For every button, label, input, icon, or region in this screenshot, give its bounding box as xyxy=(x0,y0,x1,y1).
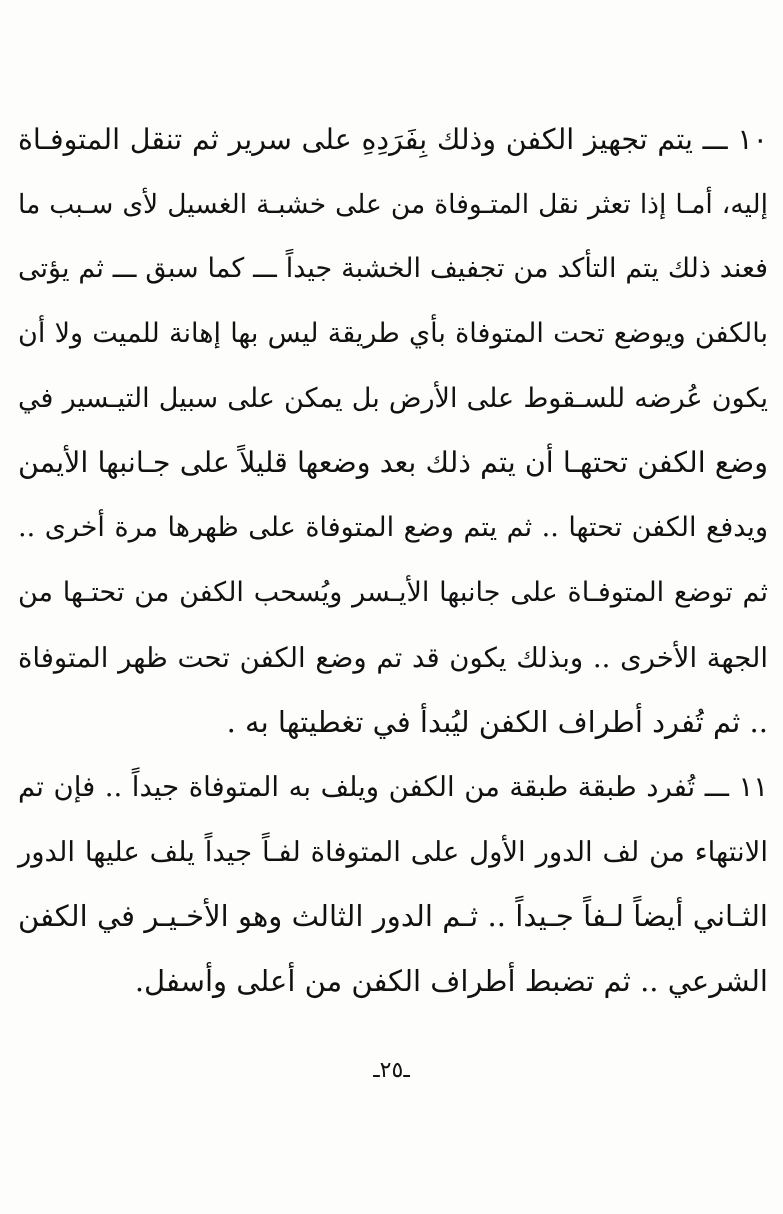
text-line: إليه، أمـا إذا تعثر نقل المتـوفاة من على خشبـة الغسيل لأى سـبب ما xyxy=(18,188,768,220)
page-number: ـ٢٥ـ xyxy=(373,1058,410,1083)
text-line: .. ثم تُفرد أطراف الكفن ليُبدأ في تغطيتها به . xyxy=(226,705,768,740)
text-line: فعند ذلك يتم التأكد من تجفيف الخشبة جيداً ـــ كما سبق ـــ ثم يؤتى xyxy=(18,253,768,285)
paragraph-11 xyxy=(18,755,768,1014)
text-line: بالكفن ويوضع تحت المتوفاة بأي طريقة ليس بها إهانة للميت ولا أن xyxy=(18,318,768,350)
text-line: ثم توضع المتوفـاة على جانبها الأيـسر ويُسحب الكفن من تحتـها من xyxy=(18,576,768,608)
text-line: الجهة الأخرى .. وبذلك يكون قد تم وضع الكفن تحت ظهر المتوفاة xyxy=(18,641,768,674)
text-line: وضع الكفن تحتهـا أن يتم ذلك بعد وضعها قليلاً على جـانبها الأيمن xyxy=(18,446,768,480)
text-line: ويدفع الكفن تحتها .. ثم يتم وضع المتوفاة على ظهرها مرة أخرى .. xyxy=(18,512,768,544)
text-line: الانتهاء من لف الدور الأول على المتوفاة لفـاً جيداً يلف عليها الدور xyxy=(18,835,768,868)
text-line: الثـاني أيضاً لـفاً جـيداً .. ثـم الدور الثالث وهو الأخـيـر في الكفن xyxy=(18,899,768,934)
text-line: ١١ ـــ تُفرد طبقة طبقة من الكفن ويلف به المتوفاة جيداً .. فإن تم xyxy=(18,770,768,803)
text-line: ١٠ ـــ يتم تجهيز الكفن وذلك بِفَرَدِهِ على سرير ثم تنقل المتوفـاة xyxy=(18,123,768,156)
text-line: يكون عُرضه للسـقوط على الأرض بل يمكن على سبيل التيـسير في xyxy=(18,382,768,414)
page-text xyxy=(18,108,768,1014)
paragraph-10 xyxy=(18,108,768,755)
text-line: الشرعي .. ثم تضبط أطراف الكفن من أعلى وأسفل. xyxy=(134,963,768,998)
